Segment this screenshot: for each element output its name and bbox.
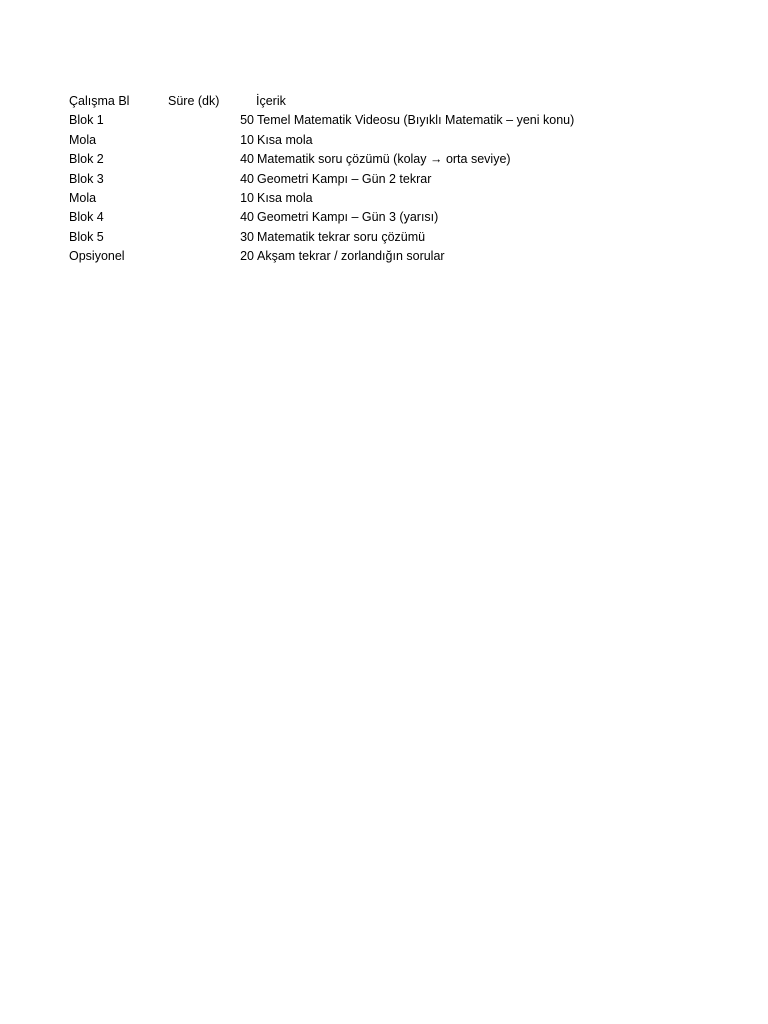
cell-content: Temel Matematik Videosu (Bıyıklı Matematik – yeni konu) [257,113,575,128]
cell-block: Blok 1 [69,113,104,128]
cell-duration: 50 [240,113,254,128]
cell-content: Matematik soru çözümü (kolay → orta seviye) [257,152,511,167]
cell-duration: 20 [240,249,254,264]
table-row [69,189,709,208]
table-row [69,247,709,266]
cell-block: Blok 5 [69,229,104,244]
table-row [69,111,709,130]
table-row [69,150,709,169]
cell-block: Opsiyonel [69,249,125,264]
cell-duration: 40 [240,152,254,167]
cell-content: Matematik tekrar soru çözümü [257,229,426,244]
cell-content: Geometri Kampı – Gün 2 tekrar [257,171,432,186]
schedule-table [69,92,709,267]
cell-content: Kısa mola [257,132,313,147]
cell-content: Kısa mola [257,190,313,205]
table-row [69,228,709,247]
cell-block: Blok 3 [69,171,104,186]
cell-content: Akşam tekrar / zorlandığın sorular [257,249,445,264]
table-row [69,170,709,189]
table-row [69,208,709,227]
cell-block: Blok 4 [69,210,104,225]
cell-block: Blok 2 [69,152,104,167]
cell-duration: 40 [240,171,254,186]
header-block: Çalışma Bl [69,94,130,108]
table-header-row [69,92,709,111]
cell-block: Mola [69,132,97,147]
table-row [69,131,709,150]
cell-duration: 10 [240,132,254,147]
cell-content: Geometri Kampı – Gün 3 (yarısı) [257,210,439,225]
cell-duration: 10 [240,190,254,205]
cell-block: Mola [69,190,97,205]
header-content: İçerik [256,94,286,108]
header-duration: Süre (dk) [168,94,220,108]
cell-duration: 40 [240,210,254,225]
cell-duration: 30 [240,229,254,244]
